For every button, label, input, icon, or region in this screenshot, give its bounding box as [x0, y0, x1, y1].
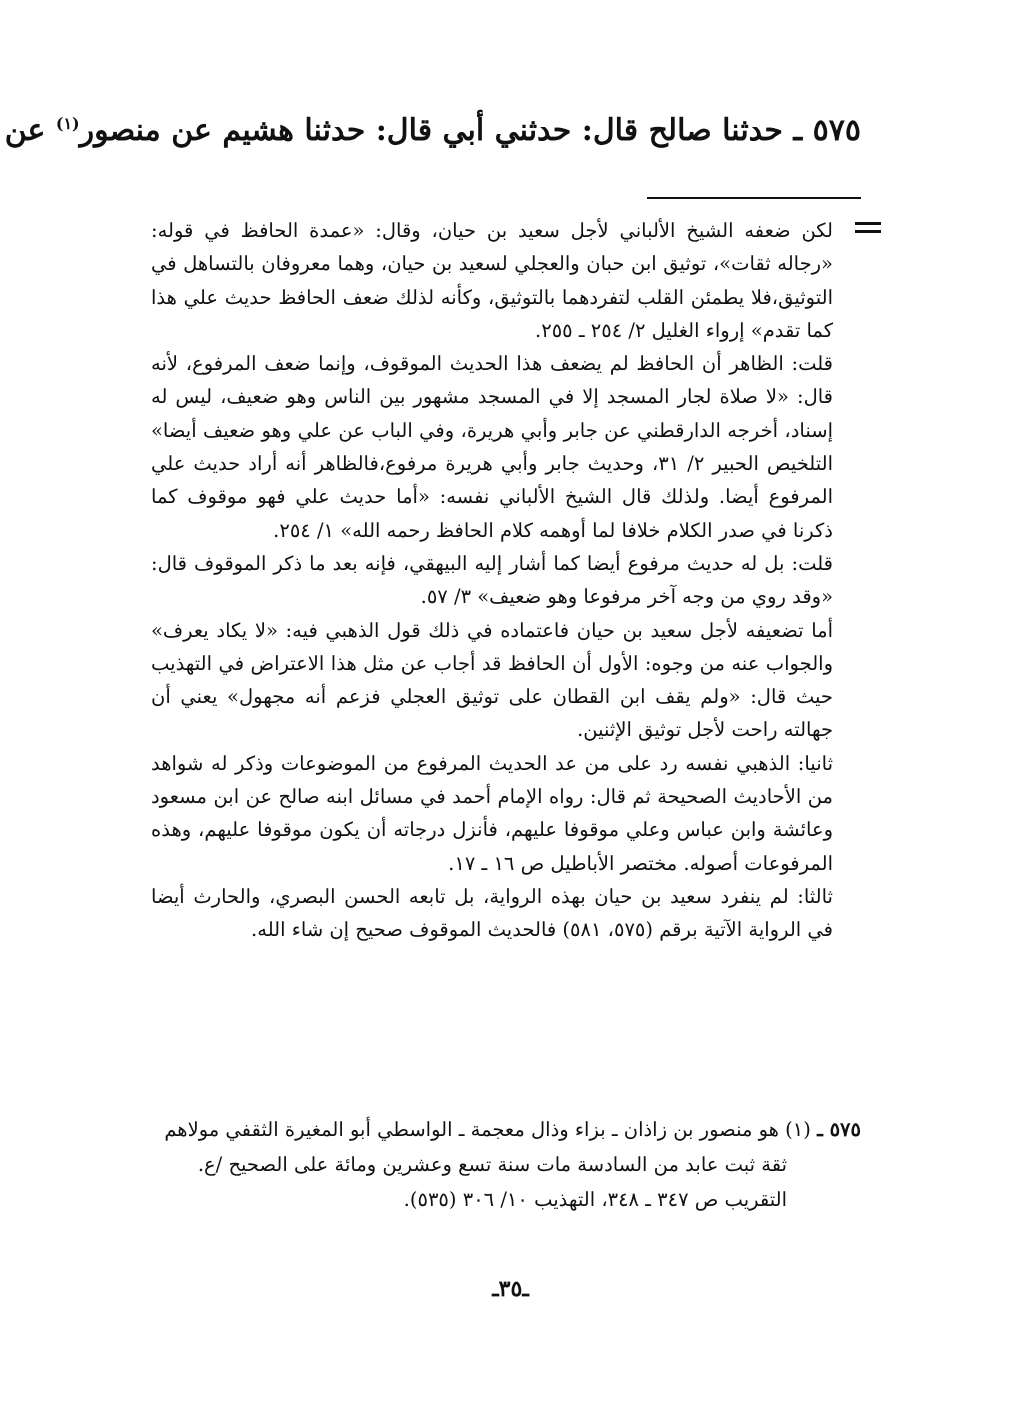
footnote-mark: (١) [55, 114, 80, 133]
note-575-number: ٥٧٥ ـ [817, 1118, 861, 1141]
footnote-paragraph: قلت: بل له حديث مرفوع أيضا كما أشار إليه البيهقي، فإنه بعد ما ذكر الموقوف قال: «وقد روي من وجه آخر مرفوعا وهو ضعيف» ٣/ ٥٧. [151, 551, 833, 609]
footnote-paragraph: لكن ضعفه الشيخ الألباني لأجل سعيد بن حيان، وقال: «عمدة الحافظ في قوله: «رجاله ثقات»، توثيق ابن حبان والعجلي لسعيد بن حيان، وهما معروفان بالتساهل في التوثيق،فلا يطمئن القلب لتفردهما بالتوثيق، وكأنه لذلك ضعف الحافظ حديث علي هذا كما تقدم» إرواء الغليل ٢/ ٢٥٤ ـ ٢٥٥. [151, 219, 833, 342]
footnote-paragraph: ثانيا: الذهبي نفسه رد على من عد الحديث المرفوع من الموضوعات وذكر له شواهد من الأحاديث الصحيحة ثم قال: رواه الإمام أحمد في مسائل ابنه صالح عن ابن مسعود وعائشة وابن عباس وعلي موقوفا عليهم، فأنزل درجاته أن يكون موقوفا عليهم، وهذه المرفوعات أصوله. مختصر الأباطيل ص ١٦ ـ ١٧. [151, 751, 833, 875]
note-575-line3: التقريب ص ٣٤٧ ـ ٣٤٨، التهذيب ١٠/ ٣٠٦ (٥٣٥). [403, 1188, 787, 1211]
header-text: ٥٧٥ ـ حدثنا صالح قال: حدثني أبي قال: حدثنا هشيم عن منصور [79, 113, 861, 148]
page-number: ـ٣٥ـ [492, 1276, 529, 1302]
header-text-end: عن [4, 113, 56, 148]
footnote-continuation [151, 214, 833, 947]
footnote-paragraph: قلت: الظاهر أن الحافظ لم يضعف هذا الحديث الموقوف، وإنما ضعف المرفوع، لأنه قال: «لا صلاة لجار المسجد إلا في المسجد مشهور بين الناس وهو ضعيف، ليس له إسناد، أخرجه الدارقطني عن جابر وأبي هريرة، وفي الباب عن علي وهو ضعيف أيضا» التلخيص الحبير ٢/ ٣١، وحديث جابر وأبي هريرة مرفوع،فالظاهر أنه أراد حديث علي المرفوع أيضا. ولذلك قال الشيخ الألباني نفسه: «أما حديث علي فهو موقوف كما ذكرنا في صدر الكلام خلافا لما أوهمه كلام الحافظ رحمه الله» ١/ ٢٥٤. [151, 352, 833, 542]
continuation-mark [855, 222, 881, 234]
note-575-line2: ثقة ثبت عابد من السادسة مات سنة تسع وعشرين ومائة على الصحيح /ع. [197, 1153, 787, 1176]
note-575 [151, 1112, 861, 1217]
footnote-paragraph: ثالثا: لم ينفرد سعيد بن حيان بهذه الرواية، بل تابعه الحسن البصري، والحارث أيضا في الرواية الآتية برقم (٥٧٥، ٥٨١) فالحديث الموقوف صحيح إن شاء الله. [151, 884, 833, 942]
hadith-header-line [4, 102, 861, 153]
footnote-separator [647, 197, 861, 199]
note-575-line1 [151, 1112, 861, 1147]
note-575-text: (١) هو منصور بن زاذان ـ بزاء وذال معجمة ـ الواسطي أبو المغيرة الثقفي مولاهم [164, 1118, 818, 1141]
footnote-paragraph: أما تضعيفه لأجل سعيد بن حيان فاعتماده في ذلك قول الذهبي فيه: «لا يكاد يعرف» والجواب عنه من وجوه: الأول أن الحافظ قد أجاب عن مثل هذا الاعتراض في التهذيب حيث قال: «ولم يقف ابن القطان على توثيق العجلي فزعم أنه مجهول» يعني أن جهالته راحت لأجل توثيق الإثنين. [151, 618, 833, 742]
